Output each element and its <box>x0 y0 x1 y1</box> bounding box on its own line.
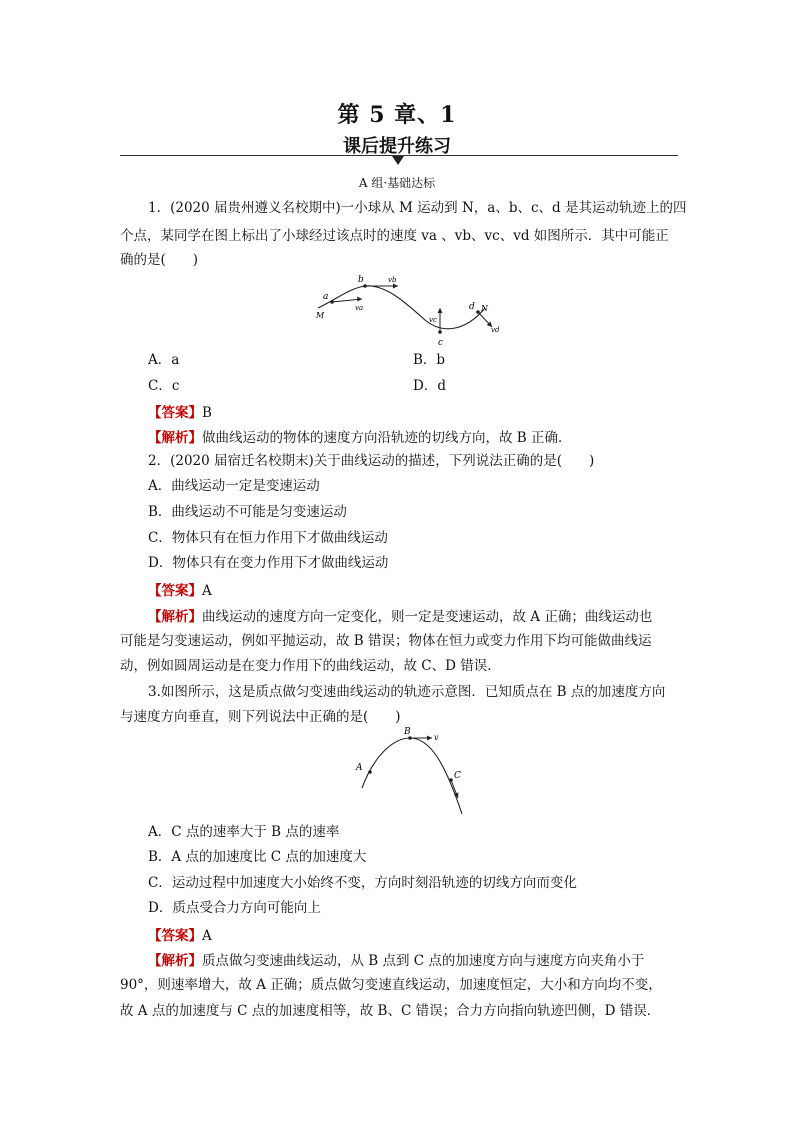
q2-analysis-text1: 曲线运动的速度方向一定变化，则一定是变速运动，故 A 正确；曲线运动也 <box>202 609 653 625</box>
q1-label-d: d <box>469 302 475 312</box>
q1-label-vb: vb <box>388 276 397 284</box>
q3-trajectory-curve <box>362 738 462 814</box>
q3-answer-value: A <box>202 928 212 944</box>
q1-label-a: a <box>323 292 329 302</box>
q2-analysis-tag: 【解析】 <box>148 609 202 625</box>
q2-option-c: C．物体只有在恒力作用下才做曲线运动 <box>148 530 388 546</box>
q1-answer-line <box>148 401 212 421</box>
q1-stem-line1: 1．(2020 届贵州遵义名校期中)一小球从 M 运动到 N，a、b、c、d 是其运动轨迹上的四 <box>148 200 687 216</box>
q3-option-c: C．运动过程中加速度大小始终不变，方向时刻沿轨迹的切线方向而变化 <box>148 875 577 891</box>
q3-trajectory-figure <box>350 728 470 818</box>
q3-analysis-tag: 【解析】 <box>148 953 202 969</box>
q2-answer-line <box>148 579 212 599</box>
q1-option-c: C．c <box>148 378 180 394</box>
q2-answer-value: A <box>202 583 212 599</box>
q3-option-a: A．C 点的速率大于 B 点的速率 <box>148 824 340 840</box>
q2-answer-tag: 【答案】 <box>148 583 202 599</box>
q3-answer-tag: 【答案】 <box>148 928 202 944</box>
q1-answer-tag: 【答案】 <box>148 405 202 421</box>
section-subtitle: 课后提升练习 <box>343 136 451 157</box>
q3-analysis-line3: 故 A 点的加速度与 C 点的加速度相等，故 B、C 错误；合力方向指向轨迹凹侧，D 错误． <box>120 1003 661 1019</box>
q1-analysis-line <box>148 426 572 446</box>
q3-label-v: v <box>434 733 439 742</box>
group-heading: A 组·基础达标 <box>358 176 436 190</box>
q1-label-vc: vc <box>429 316 437 324</box>
q3-point-A <box>368 770 372 774</box>
q1-label-va: va <box>355 304 364 312</box>
q3-option-b: B．A 点的加速度比 C 点的加速度大 <box>148 849 367 865</box>
q1-analysis-tag: 【解析】 <box>148 430 202 446</box>
q1-option-d: D．d <box>413 378 446 394</box>
q2-analysis-line3: 动，例如圆周运动是在变力作用下的曲线运动，故 C、D 错误． <box>120 658 501 674</box>
q3-analysis-text1: 质点做匀变速曲线运动，从 B 点到 C 点的加速度方向与速度方向夹角小于 <box>202 953 645 969</box>
header-triangle-icon <box>392 156 404 165</box>
q1-trajectory-curve <box>318 286 485 329</box>
q1-label-vd: vd <box>491 326 500 334</box>
q3-stem-line2: 与速度方向垂直，则下列说法中正确的是( ) <box>120 709 401 725</box>
q3-label-C: C <box>454 771 461 781</box>
q2-option-a: A．曲线运动一定是变速运动 <box>148 478 320 494</box>
q2-analysis-line2: 可能是匀变速运动，例如平抛运动，故 B 错误；物体在恒力或变力作用下均可能做曲线运 <box>120 633 652 649</box>
q1-label-c: c <box>438 338 444 348</box>
q1-label-b: b <box>358 275 364 285</box>
q3-label-B: B <box>404 727 411 737</box>
q1-stem-line2: 个点，某同学在图上标出了小球经过该点时的速度 va 、vb、vc、vd 如图所示．其中可能正 <box>120 228 669 244</box>
chapter-title: 第 5 章、1 <box>337 102 457 128</box>
q1-trajectory-figure <box>310 272 510 350</box>
q1-option-b: B．b <box>413 352 446 368</box>
q2-option-d: D．物体只有在变力作用下才做曲线运动 <box>148 555 389 571</box>
q1-stem-line3: 确的是( ) <box>120 252 199 268</box>
q3-analysis-line1 <box>148 949 644 969</box>
q1-analysis-text: 做曲线运动的物体的速度方向沿轨迹的切线方向，故 B 正确． <box>202 430 572 446</box>
q1-answer-value: B <box>202 405 212 421</box>
q3-stem-line1: 3.如图所示，这是质点做匀变速曲线运动的轨迹示意图．已知质点在 B 点的加速度方向 <box>148 684 666 700</box>
q1-label-N: N <box>481 304 488 313</box>
q2-option-b: B．曲线运动不可能是匀变速运动 <box>148 504 347 520</box>
q1-option-a: A．a <box>148 352 180 368</box>
q3-answer-line <box>148 924 212 944</box>
q2-stem: 2．(2020 届宿迁名校期末)关于曲线运动的描述，下列说法正确的是( ) <box>148 453 595 469</box>
q2-analysis-line1 <box>148 605 652 625</box>
q3-analysis-line2: 90°，则速率增大，故 A 正确；质点做匀变速直线运动，加速度恒定，大小和方向均不变， <box>120 977 662 993</box>
q3-label-A: A <box>356 763 363 773</box>
q1-label-M: M <box>316 311 325 320</box>
q3-option-d: D．质点受合力方向可能向上 <box>148 900 321 916</box>
